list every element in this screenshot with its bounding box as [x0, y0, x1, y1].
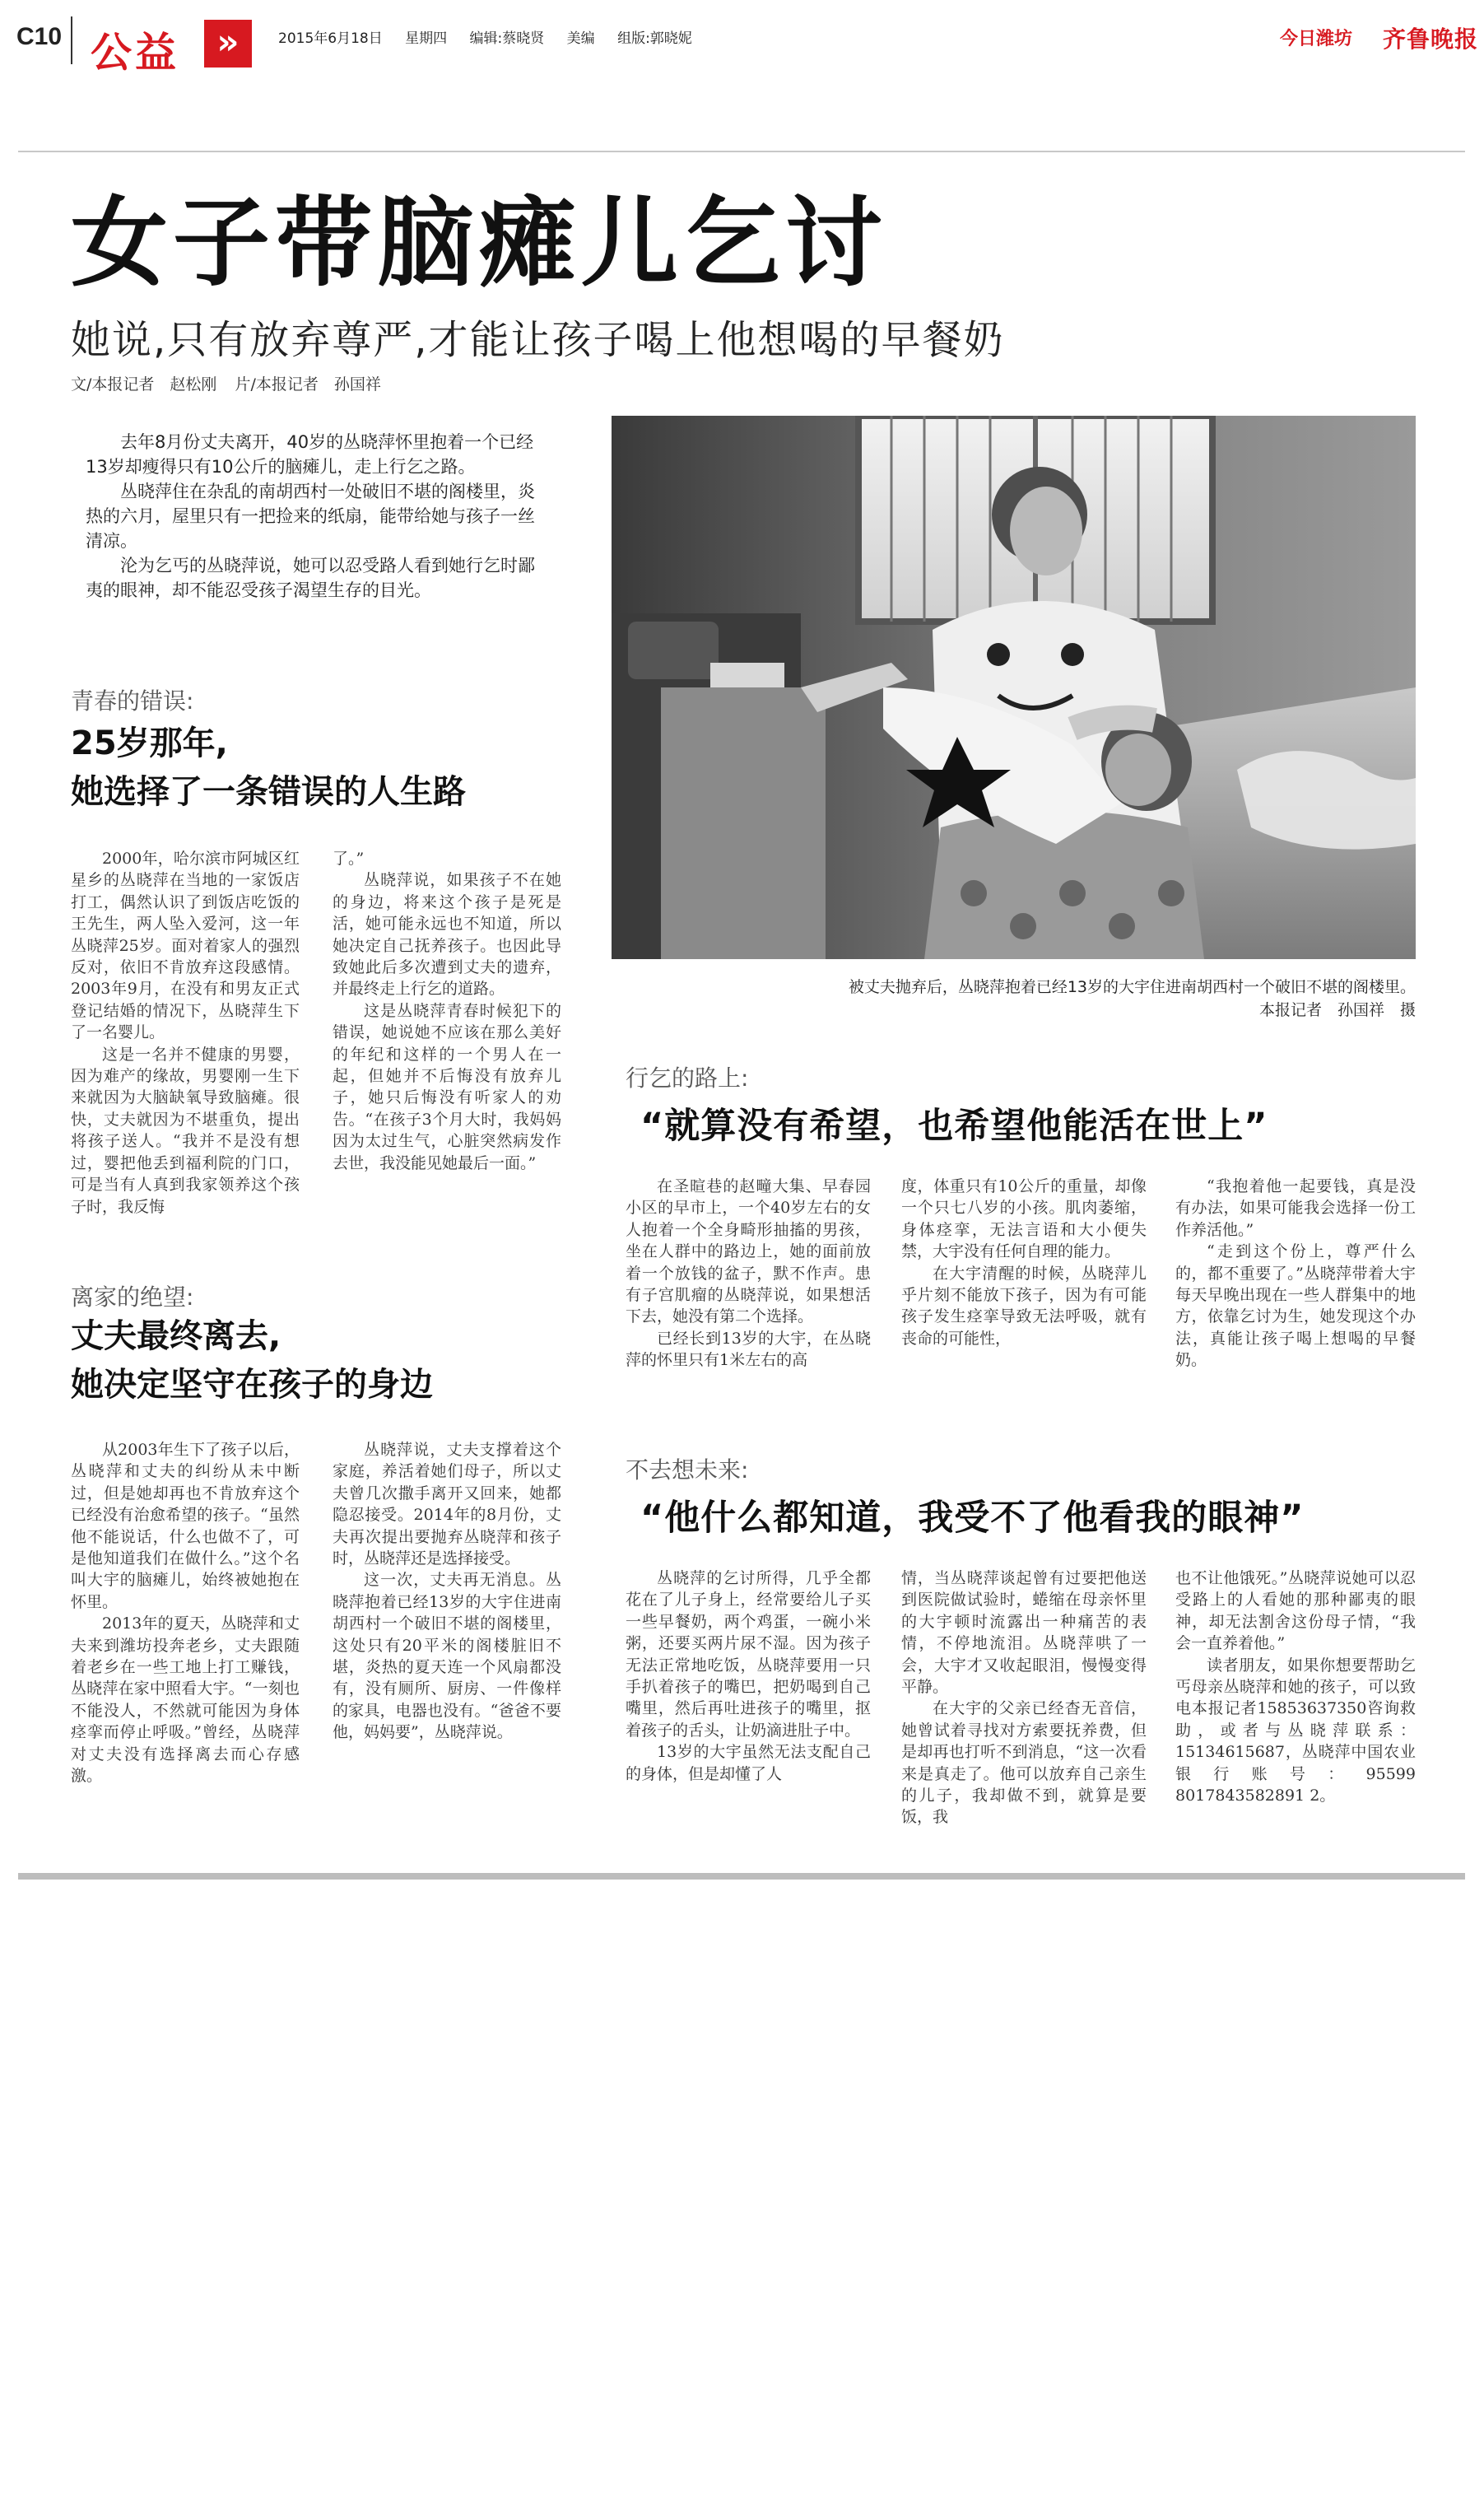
- byline: [71, 372, 394, 394]
- section4-column-b: [901, 1568, 1147, 1829]
- section3-kicker: 行乞的路上:: [626, 1064, 749, 1092]
- body-paragraph: 这是丛晓萍青春时候犯下的错误，她说她不应该在那么美好的年纪和这样的一个男人在一起，但她并不后悔没有放弃儿子，她只后悔没有听家人的劝告。“在孩子3个月大时，我妈妈因为太过生气，心脏突然病发作去世，我没能见她最后一面。”: [333, 1001, 561, 1172]
- byline-photographer: 片/本报记者 孙国祥: [235, 375, 381, 394]
- section4-kicker: 不去想未来:: [626, 1456, 749, 1484]
- body-paragraph: 度，体重只有10公斤的重量，却像一个只七八岁的小孩。肌肉萎缩，身体痉挛，无法言语和大小便失禁，大宇没有任何自理的能力。: [901, 1177, 1147, 1261]
- lead-paragraph: 去年8月份丈夫离开，40岁的丛晓萍怀里抱着一个已经13岁却瘦得只有10公斤的脑瘫儿，走上行乞之路。: [86, 432, 534, 478]
- section3-column-a: [626, 1176, 871, 1372]
- caption-line: 被丈夫抛弃后，丛晓萍抱着已经13岁的大宇住进南胡西村一个破旧不堪的阁楼里。: [848, 978, 1416, 996]
- photo-caption: [626, 976, 1416, 1022]
- newspaper-logo: 齐鲁晚报: [1383, 26, 1479, 53]
- section3-heading: “就算没有希望，也希望他能活在世上”: [640, 1106, 1268, 1147]
- photo-illustration: [612, 416, 1416, 959]
- body-paragraph: 丛晓萍的乞讨所得，几乎全都花在了儿子身上，经常要给儿子买一些早餐奶，两个鸡蛋，一碗小米粥，还要买两片尿不湿。因为孩子无法正常地吃饭，丛晓萍要用一只手扒着孩子的嘴巴，把奶喝到自己嘴里，然后再吐进孩子的嘴里，抠着孩子的舌头，让奶滴进肚子中。: [626, 1569, 871, 1740]
- lead-paragraph: 沦为乞丐的丛晓萍说，她可以忍受路人看到她行乞时鄙夷的眼神，却不能忍受孩子渴望生存的目光。: [86, 556, 535, 601]
- section1-heading-line2: 她选择了一条错误的人生路: [71, 773, 466, 812]
- body-paragraph: “我抱着他一起要钱，真是没有办法，如果可能我会选择一份工作养活他。”: [1175, 1177, 1416, 1239]
- body-paragraph: “走到这个份上，尊严什么的，都不重要了。”丛晓萍带着大宇每天早晚出现在一些人群集中的地方，依靠乞讨为生，她发现这个办法，真能让孩子喝上想喝的早餐奶。: [1175, 1242, 1416, 1370]
- section1-kicker: 青春的错误:: [71, 687, 194, 715]
- page-number: C10: [16, 23, 63, 50]
- section2-heading-line1: 丈夫最终离去,: [71, 1317, 281, 1355]
- section2-heading: [71, 1312, 433, 1409]
- section3-column-b: [901, 1176, 1147, 1349]
- body-paragraph: 丛晓萍说，丈夫支撑着这个家庭，养活着她们母子，所以丈夫曾几次撒手离开又回来，她都隐忍接受。2014年的8月份，丈夫再次提出要抛弃丛晓萍和孩子时，丛晓萍还是选择接受。: [333, 1441, 561, 1568]
- section2-column-a: [71, 1439, 300, 1787]
- issue-weekday: 星期四: [405, 30, 448, 47]
- body-paragraph: 2013年的夏天，丛晓萍和丈夫来到潍坊投奔老乡，丈夫跟随着老乡在一些工地上打工赚钱，丛晓萍在家中照看大宇。“一刻也不能没人，不然就可能因为身体痉挛而停止呼吸。”曾经，丛晓萍对丈夫没有选择离去而心存感激。: [71, 1614, 300, 1786]
- body-paragraph: 丛晓萍说，如果孩子不在她的身边，将来这个孩子是死是活，她可能永远也不知道，所以她决定自己抚养孩子。也因此导致她此后多次遭到丈夫的遗弃，并最终走上行乞的道路。: [333, 871, 561, 999]
- edition-label: 今日潍坊: [1280, 29, 1353, 49]
- body-paragraph: 情，当丛晓萍谈起曾有过要把他送到医院做试验时，蜷缩在母亲怀里的大宇顿时流露出一种痛苦的表情，不停地流泪。丛晓萍哄了一会，大宇才又收起眼泪，慢慢变得平静。: [901, 1569, 1147, 1697]
- article-subtitle: 她说,只有放弃尊严,才能让孩子喝上他想喝的早餐奶: [71, 317, 1005, 363]
- body-paragraph: 在大宇清醒的时候，丛晓萍儿乎片刻不能放下孩子，因为有可能孩子发生痉挛导致无法呼吸，就有丧命的可能性，: [901, 1264, 1147, 1348]
- masthead-meta: [278, 26, 710, 47]
- byline-writer: 文/本报记者 赵松刚: [71, 375, 217, 394]
- section4-column-c: [1175, 1568, 1416, 1806]
- designer-credit: 美编: [566, 30, 595, 47]
- section1-heading: [71, 720, 466, 817]
- layout-credit: 组版:郭晓妮: [617, 30, 692, 47]
- body-paragraph: 在圣暄巷的赵疃大集、早春园小区的早市上，一个40岁左右的女人抱着一个全身畸形抽搐的男孩，坐在人群中的路边上，她的面前放着一个放钱的盆子，默不作声。患有子宫肌瘤的丛晓萍说，如果想活下去，她没有第二个选择。: [626, 1177, 871, 1326]
- editor-credit: 编辑:蔡晓贤: [469, 30, 545, 47]
- header-rule: [18, 151, 1465, 152]
- section-name: 公益: [91, 29, 179, 77]
- article-photo: [612, 416, 1416, 959]
- section2-column-b: [333, 1439, 561, 1744]
- footer-rule: [18, 1873, 1465, 1880]
- article-title: 女子带脑瘫儿乞讨: [71, 186, 888, 300]
- section1-heading-line1: 25岁那年,: [71, 724, 228, 762]
- body-paragraph: 从2003年生下了孩子以后，丛晓萍和丈夫的纠纷从未中断过，但是她却再也不肯放弃这个已经没有治愈希望的孩子。“虽然他不能说话，什么也做不了，可是他知道我们在做什么。”这个名叫大宇的脑瘫儿，始终被她抱在怀里。: [71, 1441, 300, 1611]
- section4-column-a: [626, 1568, 871, 1785]
- section1-column-a: [71, 848, 300, 1218]
- body-paragraph: 也不让他饿死。”丛晓萍说她可以忍受路上的人看她的那种鄙夷的眼神，却无法割舍这份母子情，“我会一直养着他。”: [1175, 1569, 1416, 1653]
- section-arrow-icon: »: [204, 20, 252, 68]
- section4-heading: “他什么都知道，我受不了他看我的眼神”: [640, 1498, 1305, 1539]
- section2-kicker: 离家的绝望:: [71, 1283, 194, 1311]
- body-paragraph: 2000年，哈尔滨市阿城区红星乡的丛晓萍在当地的一家饭店打工，偶然认识了到饭店吃饭的王先生，两人坠入爱河，这一年丛晓萍25岁。面对着家人的强烈反对，依旧不肯放弃这段感情。2003年9月，在没有和男友正式登记结婚的情况下，丛晓萍生下了一名婴儿。: [71, 850, 300, 1042]
- issue-date: 2015年6月18日: [278, 30, 383, 47]
- masthead-divider: [71, 16, 72, 64]
- body-paragraph: 这一次，丈夫再无消息。丛晓萍抱着已经13岁的大宇住进南胡西村一个破旧不堪的阁楼里，这处只有20平米的阁楼脏旧不堪，炎热的夏天连一个风扇都没有，没有厕所、厨房、一件像样的家具，电器也没有。“爸爸不要他，妈妈要”，丛晓萍说。: [333, 1571, 561, 1742]
- section3-column-c: [1175, 1176, 1416, 1372]
- body-paragraph: 在大宇的父亲已经杳无音信，她曾试着寻找对方索要抚养费，但是却再也打听不到消息，“这一次看来是真走了。他可以放弃自己亲生的儿子，我却做不到，就算是要饭，我: [901, 1699, 1147, 1827]
- section1-column-b: [333, 848, 561, 1174]
- photo-credit: 本报记者 孙国祥 摄: [1258, 1000, 1416, 1019]
- body-paragraph: 13岁的大宇虽然无法支配自己的身体，但是却懂了人: [626, 1743, 871, 1783]
- body-paragraph: 读者朋友，如果你想要帮助乞丐母亲丛晓萍和她的孩子，可以致电本报记者15853637350咨询救助，或者与丛晓萍联系：15134615687，丛晓萍中国农业银行账号：95599 8017843582891 2。: [1175, 1656, 1416, 1805]
- body-paragraph: 了。”: [333, 850, 365, 868]
- section2-heading-line2: 她决定坚守在孩子的身边: [71, 1366, 433, 1405]
- body-paragraph: 这是一名并不健康的男婴，因为难产的缘故，男婴刚一生下来就因为大脑缺氧导致脑瘫。很快，丈夫就因为不堪重负，提出将孩子送人。“我并不是没有想过，婴把他丢到福利院的门口，可是当有人真到我家领养这个孩子时，我反悔: [71, 1045, 300, 1216]
- article-lead: [86, 430, 547, 603]
- lead-paragraph: 丛晓萍住在杂乱的南胡西村一处破旧不堪的阁楼里，炎热的六月，屋里只有一把捡来的纸扇，能带给她与孩子一丝清凉。: [86, 482, 535, 552]
- body-paragraph: 已经长到13岁的大宇，在丛晓萍的怀里只有1米左右的高: [626, 1329, 871, 1370]
